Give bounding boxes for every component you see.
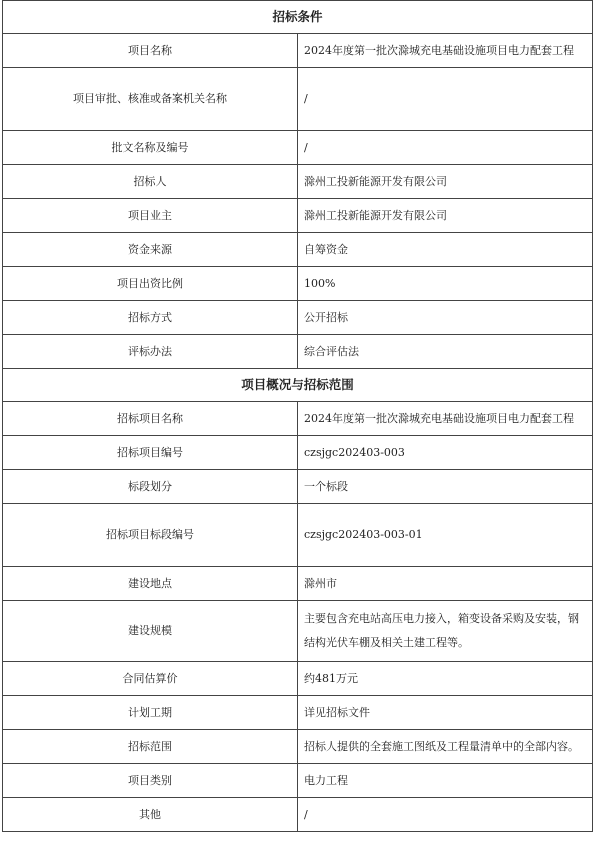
row-value: / <box>298 131 593 165</box>
section-header-row <box>3 369 593 402</box>
row-label: 其他 <box>3 798 298 832</box>
row-label: 项目业主 <box>3 199 298 233</box>
table-row <box>3 567 593 601</box>
row-value: 自筹资金 <box>298 233 593 267</box>
row-label: 评标办法 <box>3 335 298 369</box>
row-value: 滁州工投新能源开发有限公司 <box>298 165 593 199</box>
table-row <box>3 233 593 267</box>
section-title-project-overview: 项目概况与招标范围 <box>3 369 593 402</box>
row-value: 招标人提供的全套施工图纸及工程量清单中的全部内容。 <box>298 730 593 764</box>
row-value: 2024年度第一批次滁城充电基础设施项目电力配套工程 <box>298 34 593 68</box>
row-label: 招标项目编号 <box>3 436 298 470</box>
row-label: 招标范围 <box>3 730 298 764</box>
row-value: czsjgc202403-003-01 <box>298 504 593 567</box>
row-value: 主要包含充电站高压电力接入，箱变设备采购及安装，钢结构光伏车棚及相关土建工程等。 <box>298 601 593 662</box>
table-row <box>3 301 593 335</box>
row-label: 批文名称及编号 <box>3 131 298 165</box>
row-value: 2024年度第一批次滁城充电基础设施项目电力配套工程 <box>298 402 593 436</box>
table-row <box>3 165 593 199</box>
table-row <box>3 131 593 165</box>
row-value: 100% <box>298 267 593 301</box>
row-label: 计划工期 <box>3 696 298 730</box>
table-row <box>3 267 593 301</box>
table-row <box>3 764 593 798</box>
row-label: 建设地点 <box>3 567 298 601</box>
row-label: 合同估算价 <box>3 662 298 696</box>
table-row <box>3 470 593 504</box>
row-value: 公开招标 <box>298 301 593 335</box>
table-row <box>3 798 593 832</box>
table-row <box>3 504 593 567</box>
table-row <box>3 335 593 369</box>
table-row <box>3 34 593 68</box>
table-row <box>3 696 593 730</box>
row-label: 招标人 <box>3 165 298 199</box>
row-value: / <box>298 798 593 832</box>
row-value: 电力工程 <box>298 764 593 798</box>
row-label: 项目审批、核准或备案机关名称 <box>3 68 298 131</box>
row-value: / <box>298 68 593 131</box>
table-row <box>3 730 593 764</box>
row-label: 招标方式 <box>3 301 298 335</box>
table-row <box>3 402 593 436</box>
row-value: 约481万元 <box>298 662 593 696</box>
row-value: 详见招标文件 <box>298 696 593 730</box>
row-value: czsjgc202403-003 <box>298 436 593 470</box>
tender-info-table <box>2 0 593 832</box>
row-label: 资金来源 <box>3 233 298 267</box>
row-label: 标段划分 <box>3 470 298 504</box>
row-label: 项目类别 <box>3 764 298 798</box>
row-label: 建设规模 <box>3 601 298 662</box>
section-header-row <box>3 1 593 34</box>
row-value: 滁州工投新能源开发有限公司 <box>298 199 593 233</box>
row-label: 招标项目标段编号 <box>3 504 298 567</box>
table-row <box>3 601 593 662</box>
row-label: 项目出资比例 <box>3 267 298 301</box>
table-row <box>3 662 593 696</box>
row-value: 综合评估法 <box>298 335 593 369</box>
row-label: 项目名称 <box>3 34 298 68</box>
row-value: 一个标段 <box>298 470 593 504</box>
table-row <box>3 436 593 470</box>
row-label: 招标项目名称 <box>3 402 298 436</box>
table-row <box>3 68 593 131</box>
section-title-tender-conditions: 招标条件 <box>3 1 593 34</box>
table-row <box>3 199 593 233</box>
row-value: 滁州市 <box>298 567 593 601</box>
